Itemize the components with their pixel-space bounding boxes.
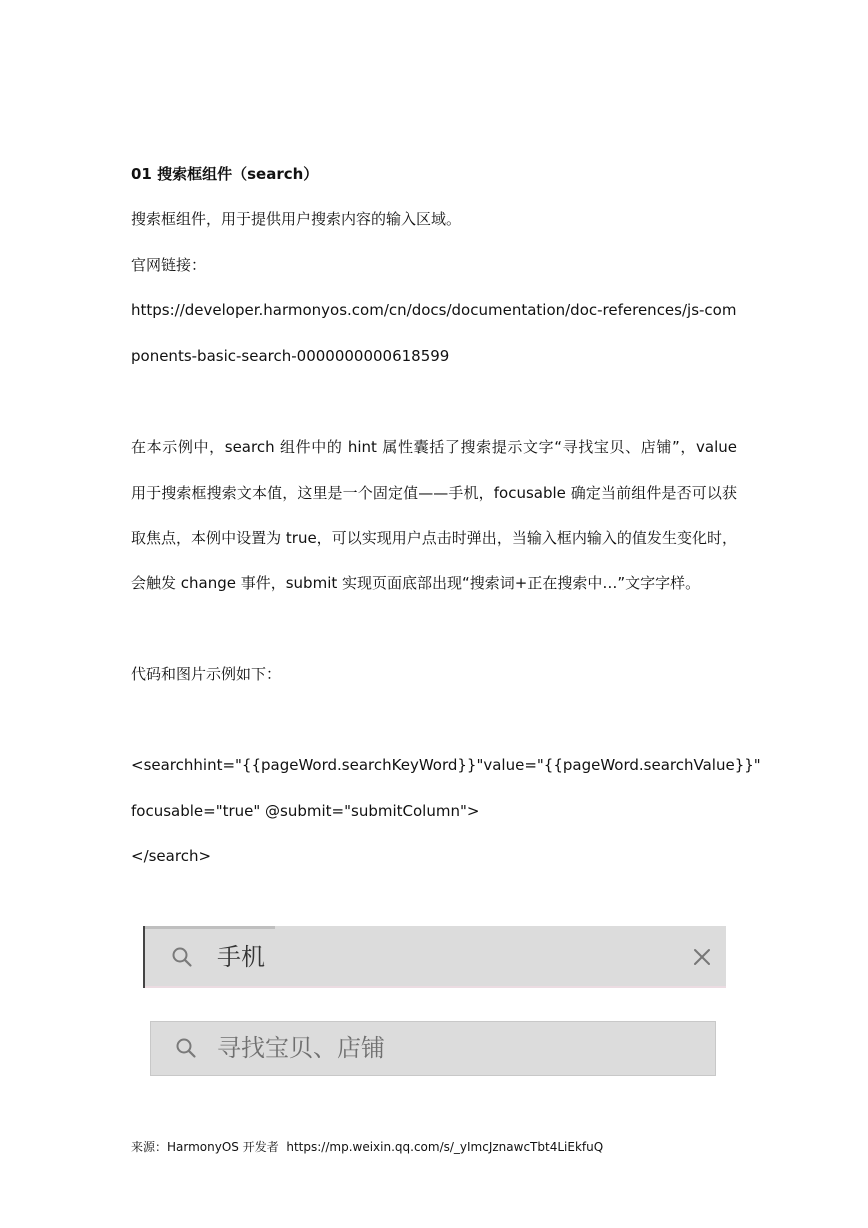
footer-url[interactable]: https://mp.weixin.qq.com/s/_yImcJznawcTbt4LiEkfuQ: [286, 1140, 604, 1154]
search-icon: [171, 946, 193, 972]
search-box-with-hint[interactable]: [150, 1021, 716, 1076]
example-intro: 代码和图片示例如下：: [131, 665, 282, 683]
divider: [145, 926, 275, 929]
explanation-line-3: 取焦点，本例中设置为 true，可以实现用户点击时弹出，当输入框内输入的值发生变化时，: [131, 529, 737, 547]
close-icon[interactable]: [692, 947, 712, 971]
section-description: 搜索框组件，用于提供用户搜索内容的输入区域。: [131, 210, 462, 228]
search-hint-text[interactable]: 寻找宝贝、店铺: [217, 1034, 385, 1062]
explanation-line-2: 用于搜索框搜索文本值，这里是一个固定值——手机，focusable 确定当前组件是否可以获: [131, 484, 737, 502]
explanation-line-4: 会触发 change 事件，submit 实现页面底部出现“搜索词+正在搜索中…”文字字样。: [131, 574, 701, 592]
search-box-with-value[interactable]: [143, 926, 726, 988]
code-line-1: <searchhint="{{pageWord.searchKeyWord}}"value="{{pageWord.searchValue}}": [131, 756, 761, 774]
docs-link-line-2[interactable]: ponents-basic-search-0000000000618599: [131, 347, 450, 365]
search-icon: [175, 1037, 197, 1063]
code-line-3: </search>: [131, 847, 212, 865]
link-label: 官网链接：: [131, 256, 207, 274]
search-value-text[interactable]: 手机: [217, 943, 265, 971]
explanation-line-1: 在本示例中，search 组件中的 hint 属性囊括了搜索提示文字“寻找宝贝、店铺”，value: [131, 438, 737, 456]
code-line-2: focusable="true" @submit="submitColumn">: [131, 802, 480, 820]
section-heading: 01 搜索框组件（search）: [131, 165, 319, 183]
source-footer: [131, 1138, 603, 1156]
footer-label: 来源：: [131, 1140, 168, 1154]
footer-source: HarmonyOS 开发者: [167, 1140, 279, 1154]
docs-link-line-1[interactable]: https://developer.harmonyos.com/cn/docs/documentation/doc-references/js-com: [131, 301, 737, 319]
